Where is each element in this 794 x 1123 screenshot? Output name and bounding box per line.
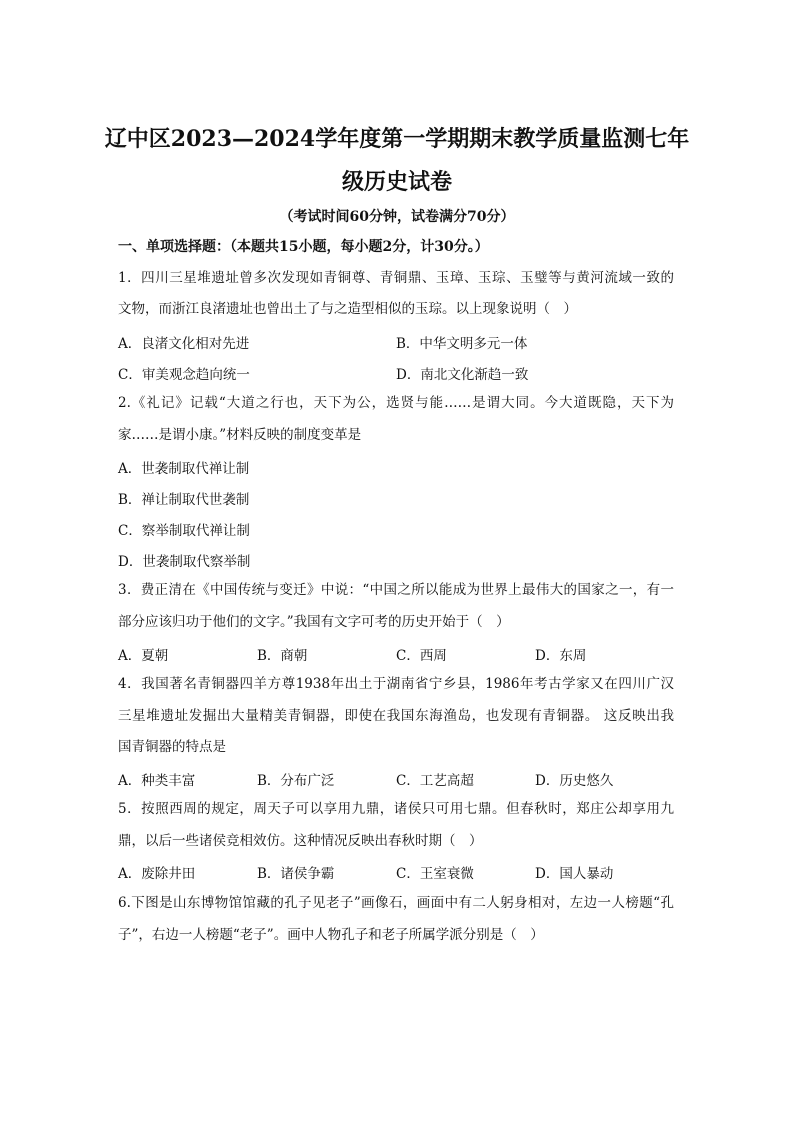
- question-4-line-1: 4．我国著名青铜器四羊方尊1938年出土于湖南省宁乡县，1986年考古学家又在四川广汉: [118, 676, 674, 692]
- question-3-option-c: C．西周: [396, 648, 447, 664]
- question-5-option-c: C．王室衰微: [396, 866, 474, 882]
- question-1-option-d: D．南北文化渐趋一致: [396, 367, 529, 383]
- question-5-line-1: 5．按照西周的规定，周天子可以享用九鼎，诸侯只可用七鼎。但春秋时，郑庄公却享用九: [118, 801, 674, 817]
- question-4-option-a: A．种类丰富: [118, 773, 196, 789]
- question-6-line-2: 子”，右边一人榜题“老子”。画中人物孔子和老子所属学派分别是（ ）: [118, 927, 544, 943]
- question-4-option-d: D．历史悠久: [535, 773, 614, 789]
- question-2-line-1: 2.《礼记》记载“大道之行也，天下为公，选贤与能……是谓大同。今大道既隐，天下为: [118, 395, 674, 411]
- question-1-line-2: 文物，而浙江良渚遗址也曾出土了与之造型相似的玉琮。以上现象说明（ ）: [118, 301, 577, 317]
- exam-title-line-2: 级历史试卷: [341, 169, 452, 195]
- section-heading: 一、单项选择题：（本题共15小题，每小题2分，计30分。）: [118, 239, 489, 255]
- exam-subtitle: （考试时间60分钟，试卷满分70分）: [279, 209, 515, 225]
- question-3-line-2: 部分应该归功于他们的文字。”我国有文字可考的历史开始于（ ）: [118, 614, 510, 630]
- question-2-option-c: C．察举制取代禅让制: [118, 523, 250, 539]
- question-2-option-a: A．世袭制取代禅让制: [118, 461, 250, 477]
- question-6-line-1: 6.下图是山东博物馆馆藏的孔子见老子”画像石，画面中有二人躬身相对，左边一人榜题“孔: [118, 895, 674, 911]
- question-5-line-2: 鼎，以后一些诸侯竞相效仿。这种情况反映出春秋时期（ ）: [118, 833, 483, 849]
- question-3-option-d: D．东周: [535, 648, 587, 664]
- question-1-option-a: A．良渚文化相对先进: [118, 336, 250, 352]
- question-1-line-1: 1．四川三星堆遗址曾多次发现如青铜尊、青铜鼎、玉璋、玉琮、玉璧等与黄河流域一致的: [118, 270, 674, 286]
- question-5-option-d: D．国人暴动: [535, 866, 614, 882]
- question-4-option-b: B．分布广泛: [257, 773, 335, 789]
- question-2-line-2: 家……是谓小康。”材料反映的制度变革是: [118, 427, 362, 443]
- question-3-line-1: 3．费正清在《中国传统与变迁》中说：“中国之所以能成为世界上最伟大的国家之一，有一: [118, 582, 674, 598]
- question-3-option-a: A．夏朝: [118, 648, 169, 664]
- question-4-line-3: 国青铜器的特点是: [118, 739, 226, 755]
- question-5-option-a: A．废除井田: [118, 866, 196, 882]
- exam-title-line-1: 辽中区2023—2024学年度第一学期期末教学质量监测七年: [104, 126, 690, 152]
- question-4-line-2: 三星堆遗址发掘出大量精美青铜器，即使在我国东海渔岛，也发现有青铜器。 这反映出我: [118, 708, 674, 724]
- question-2-option-d: D．世袭制取代察举制: [118, 554, 251, 570]
- question-1-option-c: C．审美观念趋向统一: [118, 367, 250, 383]
- question-4-option-c: C．工艺高超: [396, 773, 474, 789]
- question-3-option-b: B．商朝: [257, 648, 308, 664]
- question-5-option-b: B．诸侯争霸: [257, 866, 335, 882]
- question-2-option-b: B．禅让制取代世袭制: [118, 492, 250, 508]
- question-1-option-b: B．中华文明多元一体: [396, 336, 528, 352]
